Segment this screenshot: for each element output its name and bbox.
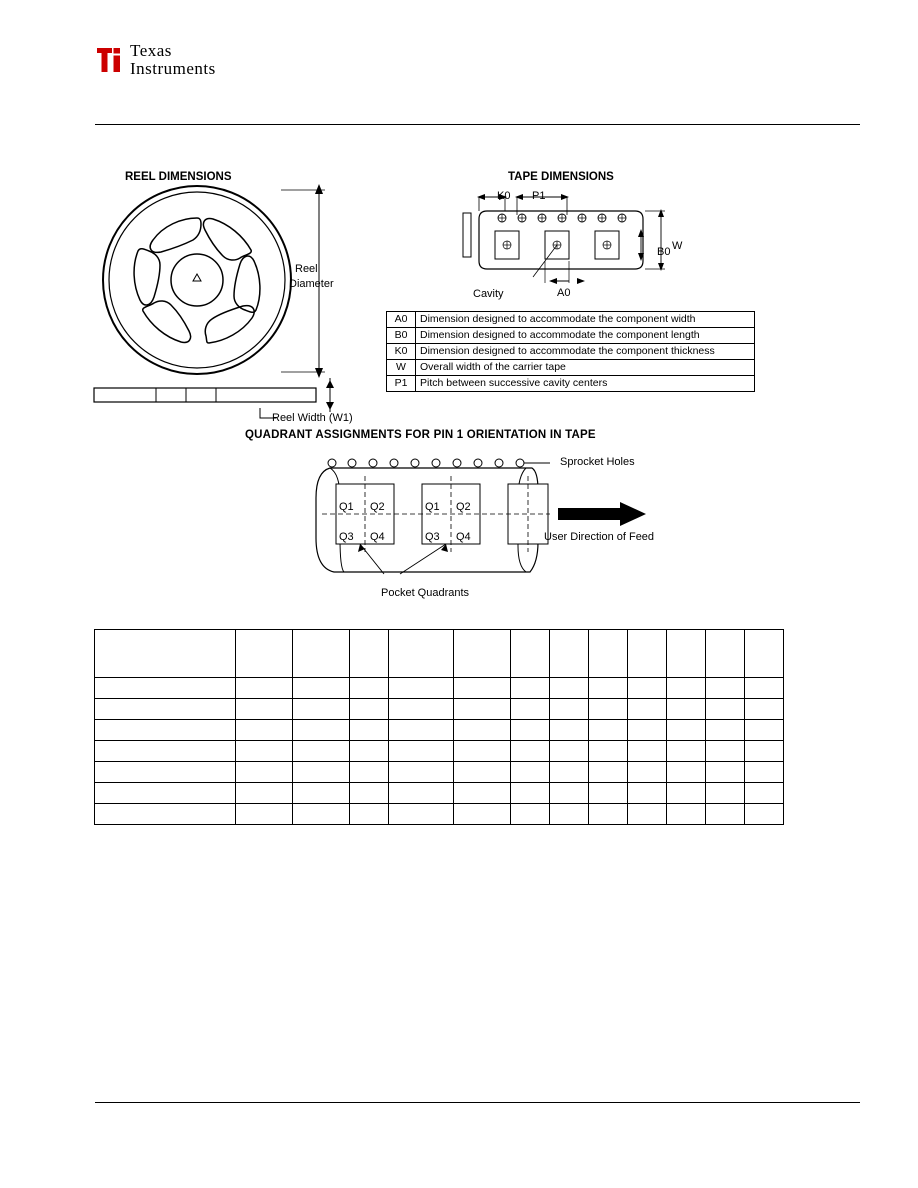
reel-width-label: Reel Width (W1) (272, 412, 353, 424)
table-cell (350, 804, 389, 825)
table-cell (550, 783, 589, 804)
table-cell (589, 783, 628, 804)
ti-word-instruments: Instruments (130, 58, 216, 78)
table-cell (706, 804, 745, 825)
quadrant-q2-b: Q2 (456, 501, 471, 513)
quadrant-diagram (300, 448, 560, 598)
table-cell (236, 762, 293, 783)
table-cell (389, 720, 454, 741)
table-cell (454, 762, 511, 783)
table-cell (745, 699, 784, 720)
quadrant-q1-a: Q1 (339, 501, 354, 513)
table-cell (745, 741, 784, 762)
tape-p1-label: P1 (532, 190, 546, 202)
table-cell (745, 720, 784, 741)
table-cell (667, 699, 706, 720)
dim-desc: Pitch between successive cavity centers (416, 376, 755, 392)
table-row (95, 804, 784, 825)
sprocket-holes-label: Sprocket Holes (560, 456, 635, 468)
table-cell (589, 678, 628, 699)
table-cell (667, 678, 706, 699)
table-cell (236, 783, 293, 804)
table-cell (706, 678, 745, 699)
reel-diameter-label-line1: Reel (295, 263, 318, 275)
table-row (95, 678, 784, 699)
header-cell (550, 630, 589, 678)
table-cell (236, 741, 293, 762)
tape-diagram (455, 185, 705, 300)
table-cell (589, 720, 628, 741)
table-cell (706, 699, 745, 720)
tape-b0-label: B0 (657, 246, 671, 258)
table-cell (550, 678, 589, 699)
dim-desc: Dimension designed to accommodate the component width (416, 312, 755, 328)
dim-key: W (387, 360, 416, 376)
ti-word-texas: Texas (130, 41, 172, 60)
table-cell (550, 699, 589, 720)
table-cell (236, 804, 293, 825)
table-row (95, 699, 784, 720)
table-cell (745, 678, 784, 699)
table-cell (550, 741, 589, 762)
table-row (387, 360, 755, 376)
table-cell (745, 804, 784, 825)
table-cell (389, 804, 454, 825)
header-cell (350, 630, 389, 678)
table-cell (236, 720, 293, 741)
ti-wordmark (130, 42, 216, 78)
table-cell (667, 762, 706, 783)
table-cell (511, 699, 550, 720)
header-cell (95, 630, 236, 678)
dim-key: B0 (387, 328, 416, 344)
packaging-data-table (94, 629, 784, 825)
table-cell (350, 720, 389, 741)
table-cell (350, 783, 389, 804)
header-rule (95, 124, 860, 125)
quadrant-title: QUADRANT ASSIGNMENTS FOR PIN 1 ORIENTATION IN TAPE (245, 429, 596, 441)
table-cell (95, 678, 236, 699)
table-cell (628, 720, 667, 741)
table-cell (293, 783, 350, 804)
table-cell (236, 678, 293, 699)
table-cell (589, 804, 628, 825)
table-cell (511, 720, 550, 741)
table-cell (293, 699, 350, 720)
reel-diameter-label-line2: Diameter (289, 278, 334, 290)
header-cell (667, 630, 706, 678)
reel-dimensions-title: REEL DIMENSIONS (125, 171, 232, 183)
table-cell (454, 699, 511, 720)
table-cell (350, 762, 389, 783)
table-cell (454, 804, 511, 825)
header-cell (236, 630, 293, 678)
header-cell (745, 630, 784, 678)
table-cell (293, 762, 350, 783)
tape-k0-label: K0 (497, 190, 511, 202)
quadrant-q3-a: Q3 (339, 531, 354, 543)
table-row (95, 762, 784, 783)
table-cell (293, 720, 350, 741)
table-cell (667, 804, 706, 825)
table-cell (628, 741, 667, 762)
quadrant-q1-b: Q1 (425, 501, 440, 513)
table-cell (293, 741, 350, 762)
quadrant-q4-a: Q4 (370, 531, 385, 543)
quadrant-q3-b: Q3 (425, 531, 440, 543)
table-cell (628, 783, 667, 804)
tape-dimensions-title: TAPE DIMENSIONS (508, 171, 614, 183)
table-cell (589, 762, 628, 783)
table-cell (589, 699, 628, 720)
table-cell (95, 783, 236, 804)
table-cell (706, 783, 745, 804)
table-cell (95, 762, 236, 783)
table-cell (389, 783, 454, 804)
table-cell (667, 720, 706, 741)
ti-logo (95, 42, 216, 78)
dim-key: K0 (387, 344, 416, 360)
table-cell (511, 783, 550, 804)
table-cell (350, 699, 389, 720)
table-cell (550, 804, 589, 825)
table-row (387, 312, 755, 328)
table-cell (95, 720, 236, 741)
table-row (95, 720, 784, 741)
table-cell (628, 699, 667, 720)
table-cell (550, 720, 589, 741)
table-cell (511, 741, 550, 762)
table-row (95, 741, 784, 762)
ti-logo-icon (95, 45, 122, 75)
table-cell (389, 678, 454, 699)
header-cell (706, 630, 745, 678)
table-cell (628, 678, 667, 699)
table-cell (95, 741, 236, 762)
user-direction-of-feed-label: User Direction of Feed (544, 531, 655, 543)
header-cell (589, 630, 628, 678)
table-row (387, 344, 755, 360)
header-cell (511, 630, 550, 678)
dim-desc: Dimension designed to accommodate the component thickness (416, 344, 755, 360)
table-cell (706, 762, 745, 783)
table-cell (350, 741, 389, 762)
table-cell (706, 720, 745, 741)
table-cell (454, 783, 511, 804)
table-cell (389, 762, 454, 783)
table-row (387, 376, 755, 392)
table-cell (667, 783, 706, 804)
table-cell (293, 678, 350, 699)
table-row (95, 783, 784, 804)
header-cell (628, 630, 667, 678)
table-cell (511, 762, 550, 783)
table-cell (511, 678, 550, 699)
table-cell (667, 741, 706, 762)
pocket-quadrants-label: Pocket Quadrants (381, 587, 470, 599)
table-cell (389, 699, 454, 720)
dim-desc: Overall width of the carrier tape (416, 360, 755, 376)
table-cell (95, 699, 236, 720)
quadrant-q2-a: Q2 (370, 501, 385, 513)
table-cell (628, 804, 667, 825)
table-cell (745, 783, 784, 804)
quadrant-q4-b: Q4 (456, 531, 471, 543)
table-cell (293, 804, 350, 825)
table-cell (95, 804, 236, 825)
header-cell (293, 630, 350, 678)
table-row (387, 328, 755, 344)
dim-key: P1 (387, 376, 416, 392)
footer-rule (95, 1102, 860, 1103)
tape-a0-label: A0 (557, 287, 571, 299)
table-cell (389, 741, 454, 762)
tape-cavity-label: Cavity (473, 288, 504, 300)
table-header-row (95, 630, 784, 678)
table-cell (454, 741, 511, 762)
dim-desc: Dimension designed to accommodate the component length (416, 328, 755, 344)
table-cell (589, 741, 628, 762)
header-cell (389, 630, 454, 678)
tape-w-label: W (672, 240, 683, 252)
header-cell (454, 630, 511, 678)
feed-direction-arrow-icon (558, 502, 648, 526)
table-cell (454, 720, 511, 741)
table-cell (550, 762, 589, 783)
table-cell (454, 678, 511, 699)
dimension-definition-table (386, 311, 755, 392)
table-cell (706, 741, 745, 762)
table-cell (511, 804, 550, 825)
table-cell (628, 762, 667, 783)
table-cell (745, 762, 784, 783)
table-cell (350, 678, 389, 699)
table-cell (236, 699, 293, 720)
dim-key: A0 (387, 312, 416, 328)
